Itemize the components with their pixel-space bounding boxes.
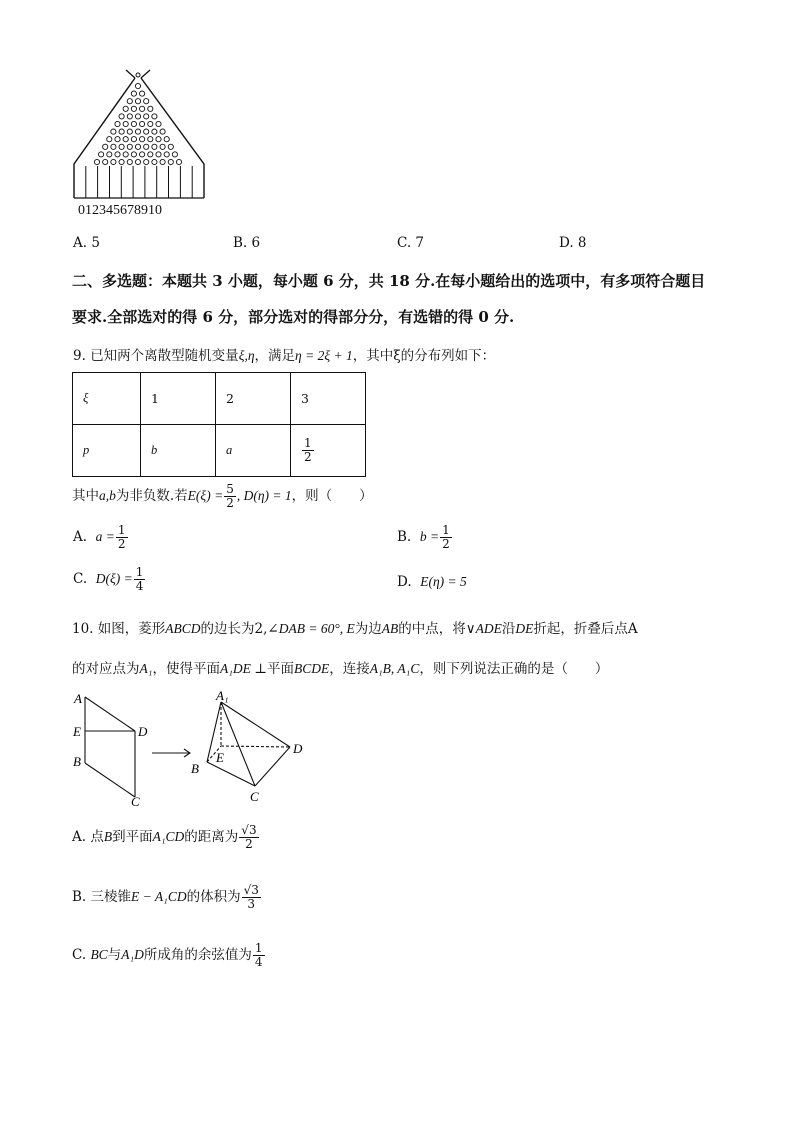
q9-stem <box>73 344 495 364</box>
option-text: 所成角的余弦值为 <box>143 947 252 963</box>
q9-cond-prefix: 其中 <box>72 488 99 504</box>
peg <box>111 144 116 149</box>
peg <box>131 106 136 111</box>
peg <box>119 114 124 119</box>
peg <box>119 159 124 164</box>
q10-text: ，则下列说法正确的是（ ） <box>419 661 609 677</box>
table-cell: ξ <box>73 373 141 425</box>
label-D: D <box>138 724 148 739</box>
peg <box>107 137 112 142</box>
fraction <box>224 483 236 510</box>
q10-text: 平面 <box>266 661 294 677</box>
q10-math: A₁ <box>139 661 153 676</box>
q9-vars: ξ,η <box>238 348 255 363</box>
fraction <box>239 824 258 851</box>
option-label: B. <box>397 529 412 545</box>
option-label: A. <box>73 529 88 545</box>
table-cell: p <box>73 425 141 477</box>
fraction <box>134 566 146 593</box>
fraction-numerator: 5 <box>226 482 234 496</box>
q9-cond-mid: 为非负数.若 <box>115 488 188 504</box>
q10-stem-line2 <box>72 657 608 677</box>
table-cell: b <box>141 425 216 477</box>
peg <box>168 159 173 164</box>
peg <box>160 129 165 134</box>
q8-option-a: A. 5 <box>73 235 100 251</box>
peg <box>144 114 149 119</box>
q9-relation: η = 2ξ + 1 <box>295 348 353 363</box>
option-expression: E(η) = 5 <box>420 574 467 589</box>
peg <box>111 129 116 134</box>
peg <box>103 159 108 164</box>
label-C: C <box>250 789 259 804</box>
option-text: 到平面 <box>112 829 153 845</box>
peg <box>135 114 140 119</box>
peg <box>135 129 140 134</box>
peg <box>127 144 132 149</box>
label-D: D <box>293 741 303 756</box>
peg <box>131 91 136 96</box>
bin-label: 8 <box>134 203 141 218</box>
peg <box>135 144 140 149</box>
q10-text: 的对应点为 <box>72 661 140 677</box>
fraction-denominator: 2 <box>117 537 126 551</box>
q10-math: ∠DAB = 60°, E <box>267 621 355 636</box>
bin-label: 5 <box>113 203 120 218</box>
fraction <box>242 884 261 911</box>
peg <box>135 159 140 164</box>
label-A: A <box>74 691 82 706</box>
q10-math: BCDE <box>293 661 330 676</box>
q9-stem-mid: ，满足 <box>254 348 296 364</box>
peg <box>156 121 161 126</box>
option-math: B <box>103 829 113 844</box>
q9-cond-suffix: ，则（ ） <box>291 488 373 504</box>
label-E: E <box>216 750 224 765</box>
peg <box>156 137 161 142</box>
peg <box>152 129 157 134</box>
peg <box>148 137 153 142</box>
peg <box>148 121 153 126</box>
arrow-right-icon <box>152 749 190 757</box>
peg <box>172 152 177 157</box>
bin-label: 9 <box>141 203 148 218</box>
fraction-numerator: √3 <box>241 823 257 837</box>
label-C: C <box>131 794 140 809</box>
fraction-numerator: 1 <box>135 565 144 579</box>
peg <box>152 159 157 164</box>
fraction-denominator: 2 <box>226 496 234 510</box>
q8-option-d: D. 8 <box>559 235 587 251</box>
peg <box>144 159 149 164</box>
peg <box>119 144 124 149</box>
peg <box>127 159 132 164</box>
peg <box>140 121 145 126</box>
rhombus-diagram <box>85 697 135 797</box>
bin-dividers <box>86 166 192 198</box>
peg <box>144 129 149 134</box>
table-cell: 3 <box>291 373 366 425</box>
option-text: 的体积为 <box>186 889 241 905</box>
fraction-numerator: √3 <box>243 883 259 897</box>
label-E: E <box>73 724 81 739</box>
q10-text: ，连接 <box>329 661 370 677</box>
fraction-numerator: 1 <box>442 523 450 537</box>
option-text: 的距离为 <box>184 829 239 845</box>
option-text: 与 <box>107 947 122 963</box>
peg <box>148 152 153 157</box>
peg <box>176 159 181 164</box>
fraction <box>440 524 452 551</box>
peg <box>111 159 116 164</box>
q10-math: DE <box>515 621 534 636</box>
galton-bin-labels <box>78 203 162 219</box>
peg <box>140 137 145 142</box>
peg <box>123 106 128 111</box>
peg <box>131 137 136 142</box>
fraction-denominator: 2 <box>442 537 450 551</box>
q10-text: 沿 <box>501 621 516 637</box>
option-expression: D(ξ) = <box>95 571 133 586</box>
q10-option-a <box>72 824 260 851</box>
q10-text: 为边 <box>354 621 382 637</box>
bin-label: 10 <box>148 203 162 218</box>
peg <box>140 106 145 111</box>
peg <box>123 137 128 142</box>
peg <box>123 152 128 157</box>
option-label: D. <box>397 574 412 590</box>
table-cell: 1 <box>141 373 216 425</box>
peg <box>115 152 120 157</box>
peg <box>160 159 165 164</box>
peg <box>119 129 124 134</box>
fraction <box>116 524 128 551</box>
peg <box>156 152 161 157</box>
bin-label: 3 <box>99 203 106 218</box>
q9-option-a <box>73 524 129 551</box>
q10-option-c <box>72 942 266 969</box>
peg <box>168 144 173 149</box>
q10-math: A₁DE ⊥ <box>219 661 267 676</box>
peg <box>127 99 132 104</box>
folded-pyramid-diagram <box>207 702 290 786</box>
fraction-denominator: 4 <box>254 955 263 969</box>
peg <box>140 91 145 96</box>
peg <box>115 137 120 142</box>
table-row <box>73 425 366 477</box>
fraction-numerator: 1 <box>304 436 312 450</box>
bin-label: 6 <box>120 203 127 218</box>
peg <box>135 83 140 88</box>
table-cell <box>291 425 366 477</box>
option-text: C. <box>72 947 87 963</box>
section-heading-line2: 要求.全部选对的得 6 分，部分选对的得部分分，有选错的得 0 分. <box>72 308 515 326</box>
peg <box>144 144 149 149</box>
q9-option-b <box>397 524 453 551</box>
peg <box>131 121 136 126</box>
peg <box>99 152 104 157</box>
peg <box>164 137 169 142</box>
label-A1: A₁ <box>216 688 229 703</box>
peg <box>152 114 157 119</box>
peg <box>160 144 165 149</box>
q8-option-b: B. 6 <box>233 235 261 251</box>
peg <box>107 152 112 157</box>
q9-option-c <box>73 566 146 593</box>
option-math: BC <box>90 947 108 962</box>
q8-option-c: C. 7 <box>397 235 425 251</box>
q10-text: 的边长为2, <box>200 621 268 637</box>
option-math: E − A₁CD <box>131 889 187 904</box>
peg <box>148 106 153 111</box>
fraction <box>253 942 265 969</box>
peg <box>115 121 120 126</box>
label-B: B <box>191 761 199 776</box>
q9-stem-prefix: 已知两个离散型随机变量 <box>90 348 239 364</box>
option-expression: a = <box>95 529 115 544</box>
fraction-numerator: 1 <box>254 941 263 955</box>
option-text: B. 三棱锥 <box>72 889 132 905</box>
q10-math: ABCD <box>165 621 201 636</box>
table-row <box>73 373 366 425</box>
peg <box>127 114 132 119</box>
table-cell: a <box>216 425 291 477</box>
fraction <box>302 437 314 464</box>
fraction-numerator: 1 <box>117 523 126 537</box>
peg <box>152 144 157 149</box>
q9-number: 9. <box>73 348 86 364</box>
q10-math: ∨ADE <box>465 621 502 636</box>
fraction-denominator: 3 <box>247 897 256 911</box>
option-math: A₁D <box>121 947 144 962</box>
q9-cond-vars: a,b <box>99 488 116 503</box>
q10-text: ，使得平面 <box>152 661 220 677</box>
q10-text: 的中点，将 <box>398 621 466 637</box>
q10-option-b <box>72 884 262 911</box>
bin-label: 0 <box>78 203 85 218</box>
fraction-denominator: 4 <box>135 579 144 593</box>
q10-math: A₁B, A₁C <box>369 661 420 676</box>
peg <box>123 121 128 126</box>
peg <box>140 152 145 157</box>
option-expression: b = <box>419 529 440 544</box>
label-B: B <box>73 754 81 769</box>
peg <box>127 129 132 134</box>
option-label: C. <box>73 571 88 587</box>
q9-cond-variance: , D(η) = 1 <box>236 488 292 503</box>
section-heading-line1: 二、多选题：本题共 3 小题，每小题 6 分，共 18 分.在每小题给出的选项中，有多项符合题目 <box>72 272 706 290</box>
bin-label: 1 <box>85 203 92 218</box>
q9-option-d <box>397 574 467 590</box>
bin-label: 7 <box>127 203 134 218</box>
peg <box>144 99 149 104</box>
q10-stem-line1 <box>72 617 638 637</box>
option-text: A. 点 <box>72 829 104 845</box>
option-math: A₁CD <box>152 829 185 844</box>
fraction-denominator: 2 <box>245 837 253 851</box>
table-cell: 2 <box>216 373 291 425</box>
peg-grid <box>94 83 181 164</box>
rhombus-fold-figure <box>66 686 316 810</box>
q9-stem-suffix: ，其中ξ的分布列如下： <box>352 348 496 364</box>
peg <box>131 152 136 157</box>
galton-board-figure <box>68 66 218 222</box>
peg <box>103 144 108 149</box>
peg <box>94 159 99 164</box>
q10-text: 10. 如图，菱形 <box>72 621 166 637</box>
q9-condition <box>72 483 373 510</box>
q9-cond-expectation: E(ξ) = <box>187 488 224 503</box>
bin-label: 4 <box>106 203 113 218</box>
q10-math: AB <box>381 621 399 636</box>
fraction-denominator: 2 <box>304 450 312 464</box>
bin-label: 2 <box>92 203 99 218</box>
peg <box>135 99 140 104</box>
q10-text: 折起，折叠后点A <box>533 621 638 637</box>
peg <box>164 152 169 157</box>
distribution-table <box>72 372 366 477</box>
